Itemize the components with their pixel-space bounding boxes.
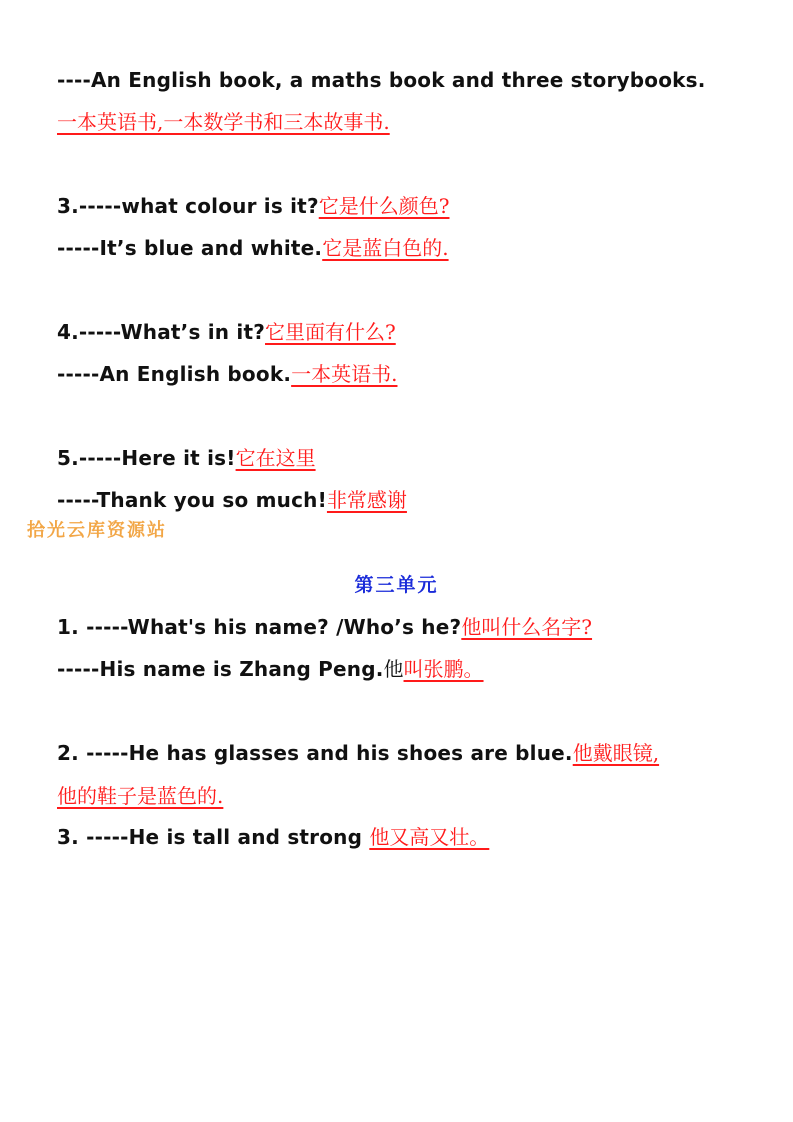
answer-chinese: 它是蓝白色的. bbox=[322, 236, 449, 260]
answer-english: ----An English book, a maths book and three storybooks. bbox=[57, 68, 706, 92]
question-english: 4.-----What’s in it? bbox=[57, 320, 266, 344]
answer-english: -----An English book. bbox=[57, 362, 292, 386]
answer-line-4 bbox=[57, 360, 397, 388]
answer-chinese: 一本英语书,一本数学书和三本故事书. bbox=[57, 110, 390, 134]
unit3-answer-line-1 bbox=[57, 655, 484, 683]
unit-title: 第三单元 bbox=[354, 574, 439, 596]
answer-line-2 bbox=[57, 66, 706, 94]
answer-line-5 bbox=[57, 486, 407, 514]
question-chinese: 它里面有什么? bbox=[265, 320, 396, 344]
answer-english: -----It’s blue and white. bbox=[57, 236, 323, 260]
answer-english: -----His name is Zhang Peng. bbox=[57, 657, 384, 681]
answer-line-3 bbox=[57, 234, 449, 262]
question-english: 1. -----What's his name? /Who’s he? bbox=[57, 615, 462, 639]
question-english: 5.-----Here it is! bbox=[57, 446, 236, 470]
question-line-3 bbox=[57, 192, 449, 220]
sentence-english: 2. -----He has glasses and his shoes are blue. bbox=[57, 741, 573, 765]
sentence-chinese: 他戴眼镜, bbox=[572, 741, 660, 765]
unit3-line-2 bbox=[57, 739, 659, 767]
answer-chinese: 一本英语书. bbox=[291, 362, 398, 386]
sentence-chinese: 他又高又壮。 bbox=[369, 825, 490, 849]
answer-translation-line-2 bbox=[57, 108, 390, 136]
answer-chinese: 叫张鹏。 bbox=[403, 657, 484, 681]
unit3-line-2-continued bbox=[57, 782, 223, 810]
sentence-chinese-continued: 他的鞋子是蓝色的. bbox=[57, 784, 224, 808]
question-chinese: 它是什么颜色? bbox=[318, 194, 450, 218]
question-english: 3.-----what colour is it? bbox=[57, 194, 319, 218]
watermark-text: 拾光云库资源站 bbox=[27, 520, 167, 541]
sentence-english: 3. -----He is tall and strong bbox=[57, 825, 370, 849]
question-line-4 bbox=[57, 318, 396, 346]
answer-english: -----Thank you so much! bbox=[57, 488, 327, 512]
answer-chinese: 非常感谢 bbox=[326, 488, 407, 512]
unit3-question-line-1 bbox=[57, 613, 592, 641]
question-line-5 bbox=[57, 444, 316, 472]
unit3-line-3 bbox=[57, 823, 489, 851]
answer-chinese-plain: 他 bbox=[383, 657, 404, 681]
question-chinese: 它在这里 bbox=[235, 446, 316, 470]
question-chinese: 他叫什么名字? bbox=[461, 615, 593, 639]
